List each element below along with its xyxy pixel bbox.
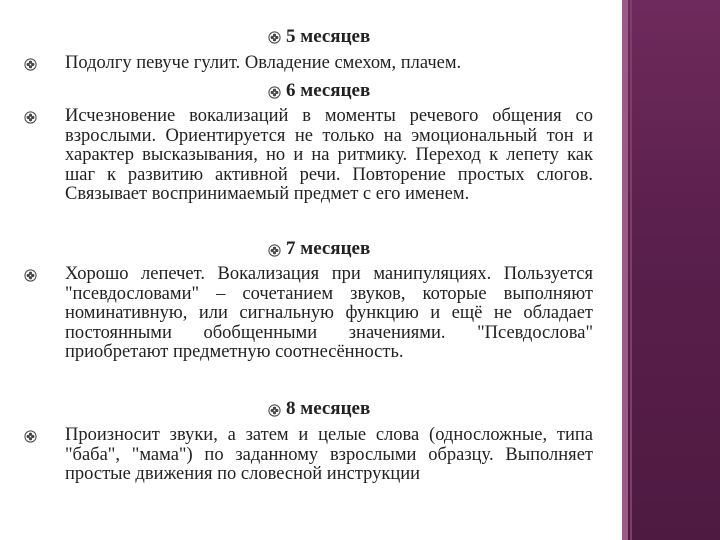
- circled-flower-bullet-icon: [268, 31, 281, 44]
- circled-flower-bullet-icon: [24, 111, 37, 124]
- paragraph-6-months: Исчезновение вокализаций в моменты речевого общения со взрослыми. Ориентируется не только на эмоциональный тон и характер высказывания, но и на ритмику. Переход к лепету как шаг к развитию активной речи. Повторение простых слогов. Связывает воспринимаемый предмет с его именем.: [65, 106, 593, 204]
- paragraph-7-months: Хорошо лепечет. Вокализация при манипуляциях. Пользуется "псевдословами" – сочетанием звуков, которые выполняют номинативную, или сигнальную функцию и ещё не обладает постоянными обобщенными значениями. "Псевдослова" приобретают предметную соотнесённость.: [65, 264, 593, 362]
- paragraph-8-months: Произносит звуки, а затем и целые слова (односложные, типа "баба", "мама") по заданному взрослыми образцу. Выполняет простые движения по словесной инструкции: [65, 425, 593, 484]
- heading-6-months: 6 месяцев: [286, 80, 371, 101]
- circled-flower-bullet-icon: [24, 269, 37, 282]
- circled-flower-bullet-icon: [268, 244, 281, 257]
- circled-flower-bullet-icon: [24, 430, 37, 443]
- paragraph-5-months: Подолгу певуче гулит. Овладение смехом, плачем.: [65, 53, 462, 73]
- circled-flower-bullet-icon: [24, 58, 37, 71]
- heading-8-months: 8 месяцев: [286, 398, 371, 419]
- circled-flower-bullet-icon: [268, 404, 281, 417]
- heading-7-months: 7 месяцев: [286, 238, 371, 259]
- decorative-side-panel: [622, 0, 720, 540]
- circled-flower-bullet-icon: [268, 86, 281, 99]
- heading-5-months: 5 месяцев: [286, 26, 371, 47]
